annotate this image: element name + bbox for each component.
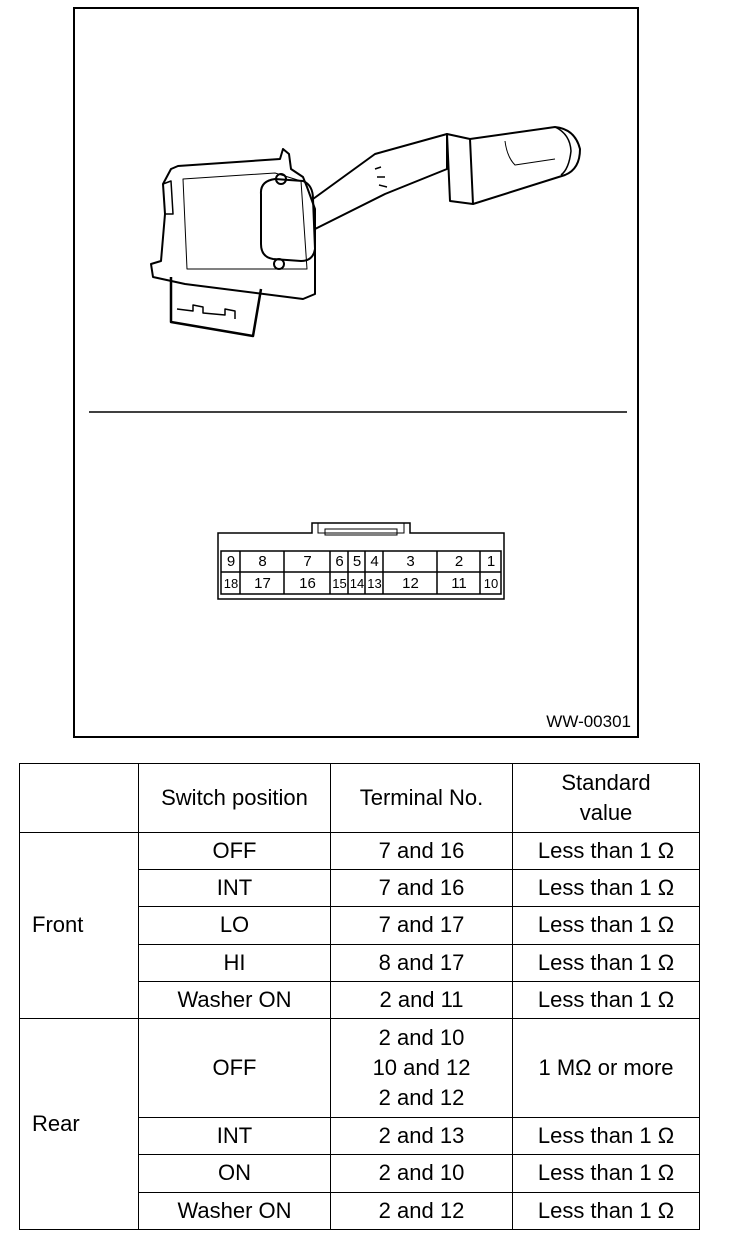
switch-position-cell: Washer ON [139, 981, 331, 1018]
standard-value-cell: 1 MΩ or more [513, 1019, 700, 1118]
switch-position-cell: HI [139, 944, 331, 981]
terminal-pair: 2 and 10 [378, 1025, 465, 1051]
switch-body-inner [183, 173, 307, 269]
standard-value-cell: Less than 1 Ω [513, 1192, 700, 1229]
switch-connector [171, 277, 261, 336]
standard-value-cell: Less than 1 Ω [513, 944, 700, 981]
terminal-cell: 2 and 12 [331, 1192, 513, 1229]
terminal-pair: 10 and 12 [372, 1055, 471, 1081]
pin-label: 5 [352, 553, 362, 570]
switch-position-cell: ON [139, 1155, 331, 1192]
mount-hole-bottom [274, 259, 284, 269]
pin-label: 7 [303, 553, 312, 570]
header-standard-line2: value [579, 799, 633, 825]
terminal-cell: 2 and 10 [331, 1155, 513, 1192]
switch-position-cell: LO [139, 907, 331, 944]
switch-body [151, 149, 315, 299]
wiper-switch-drawing [75, 9, 637, 736]
pin-label: 14 [349, 576, 365, 591]
table-row [20, 832, 700, 869]
table-row [20, 1019, 700, 1118]
terminal-cell: 8 and 17 [331, 944, 513, 981]
terminal-cell: 7 and 17 [331, 907, 513, 944]
pin-label: 15 [332, 576, 347, 591]
connector-key [318, 523, 404, 533]
switch-cap [261, 179, 315, 261]
pin-label: 16 [299, 575, 316, 592]
terminal-cell: 7 and 16 [331, 832, 513, 869]
switch-position-cell: Washer ON [139, 1192, 331, 1229]
pin-label: 12 [402, 575, 419, 592]
pin-label: 9 [226, 553, 236, 570]
figure-code: WW-00301 [546, 712, 631, 731]
resistance-spec-table [19, 763, 700, 1230]
header-standard-value [513, 764, 700, 833]
header-terminal-no: Terminal No. [331, 764, 513, 833]
switch-position-cell: OFF [139, 1019, 331, 1118]
table-header-row [20, 764, 700, 833]
header-switch-position: Switch position [139, 764, 331, 833]
pin-label: 11 [451, 575, 467, 592]
pin-label: 2 [454, 553, 464, 570]
switch-position-cell: INT [139, 869, 331, 906]
standard-value-cell: Less than 1 Ω [513, 1117, 700, 1154]
group-front: Front [20, 832, 139, 1019]
lever-ring [447, 134, 473, 204]
terminal-cell: 2 and 13 [331, 1117, 513, 1154]
terminal-cell [331, 1019, 513, 1118]
lever-arm [313, 134, 447, 229]
standard-value-cell: Less than 1 Ω [513, 1155, 700, 1192]
switch-position-cell: OFF [139, 832, 331, 869]
pin-label: 10 [483, 576, 499, 591]
lever-grip [470, 127, 580, 204]
pin-label: 18 [223, 576, 239, 591]
standard-value-cell: Less than 1 Ω [513, 869, 700, 906]
terminal-cell: 7 and 16 [331, 869, 513, 906]
standard-value-cell: Less than 1 Ω [513, 981, 700, 1018]
terminal-pair: 2 and 12 [378, 1085, 465, 1111]
pin-label: 13 [367, 576, 382, 591]
lever-end-cap [555, 127, 571, 175]
standard-value-cell: Less than 1 Ω [513, 832, 700, 869]
lever-ridges [375, 167, 387, 187]
pin-label: 6 [335, 553, 344, 570]
header-standard-line1: Standard [561, 769, 651, 795]
group-rear: Rear [20, 1019, 139, 1230]
pin-label: 1 [486, 553, 496, 570]
illustration-frame [73, 7, 639, 738]
header-group [20, 764, 139, 833]
pin-label: 17 [254, 575, 271, 592]
pin-label: 4 [370, 553, 379, 570]
pin-label: 8 [258, 553, 267, 570]
switch-position-cell: INT [139, 1117, 331, 1154]
terminal-cell: 2 and 11 [331, 981, 513, 1018]
pin-label: 3 [406, 553, 415, 570]
standard-value-cell: Less than 1 Ω [513, 907, 700, 944]
